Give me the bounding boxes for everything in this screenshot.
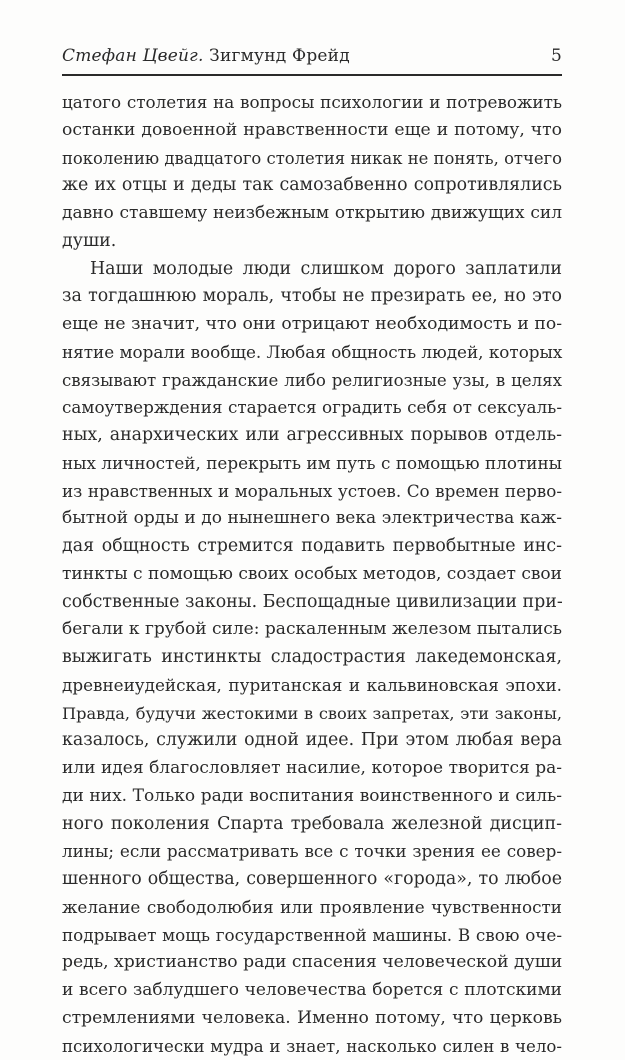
text-line: стремлениями человека. Именно потому, что церковь	[62, 1005, 562, 1033]
text-line: за тогдашнюю мораль, чтобы не презирать ее, но это	[62, 283, 562, 311]
text-line: лины; если рассматривать все с точки зрения ее совер-	[62, 838, 562, 866]
text-line: шенного общества, совершенного «города», то любое	[62, 866, 562, 894]
text-line: же их отцы и деды так самозабвенно сопротивлялись	[62, 172, 562, 200]
text-line: редь, христианство ради спасения человеческой души	[62, 949, 562, 977]
text-line: тинкты с помощью своих особых методов, создает свои	[62, 561, 562, 589]
text-line: связывают гражданские либо религиозные узы, в целях	[62, 367, 562, 395]
text-line: казалось, служили одной идее. При этом любая вера	[62, 727, 562, 755]
text-line: бытной орды и до нынешнего века электричества каж-	[62, 505, 562, 533]
header-title: Зигмунд Фрейд	[209, 46, 350, 66]
text-line: и всего заблудшего человечества борется с плотскими	[62, 977, 562, 1005]
page-number: 5	[551, 46, 562, 66]
text-line: самоутверждения старается оградить себя от сексуаль-	[62, 394, 562, 422]
text-line: еще не значит, что они отрицают необходимость и по-	[62, 311, 562, 339]
text-line: из нравственных и моральных устоев. Со времен перво-	[62, 478, 562, 506]
text-line: или идея благословляет насилие, которое творится ра-	[62, 755, 562, 783]
text-line-paragraph-start: Наши молодые люди слишком дорого заплатили	[62, 256, 562, 284]
text-line: Правда, будучи жестокими в своих запретах, эти законы,	[62, 700, 562, 728]
text-line-paragraph-end: души.	[62, 228, 562, 256]
text-line: дая общность стремится подавить первобытные инс-	[62, 533, 562, 561]
text-line: ди них. Только ради воспитания воинственного и силь-	[62, 783, 562, 811]
header-author: Стефан Цвейг.	[62, 46, 204, 66]
text-line: давно ставшему неизбежным открытию движущих сил	[62, 200, 562, 228]
body-text	[62, 89, 562, 1060]
text-line: подрывает мощь государственной машины. В свою оче-	[62, 922, 562, 950]
text-line: древнеиудейская, пуританская и кальвиновская эпохи.	[62, 672, 562, 700]
running-header	[62, 46, 562, 76]
text-line: бегали к грубой силе: раскаленным железом пытались	[62, 616, 562, 644]
text-line: поколению двадцатого столетия никак не понять, отчего	[62, 145, 562, 173]
text-line: выжигать инстинкты сладострастия лакедемонская,	[62, 644, 562, 672]
text-line: собственные законы. Беспощадные цивилизации при-	[62, 589, 562, 617]
text-line: желание свободолюбия или проявление чувственности	[62, 894, 562, 922]
text-line: останки довоенной нравственности еще и потому, что	[62, 117, 562, 145]
header-left	[62, 46, 350, 66]
text-line: ных, анархических или агрессивных порывов отдель-	[62, 422, 562, 450]
text-line: психологически мудра и знает, насколько силен в чело-	[62, 1033, 562, 1060]
text-line: ных личностей, перекрыть им путь с помощью плотины	[62, 450, 562, 478]
text-line: нятие морали вообще. Любая общность людей, которых	[62, 339, 562, 367]
book-page	[62, 46, 562, 1060]
text-line: цатого столетия на вопросы психологии и потревожить	[62, 89, 562, 117]
text-line: ного поколения Спарта требовала железной дисцип-	[62, 811, 562, 839]
